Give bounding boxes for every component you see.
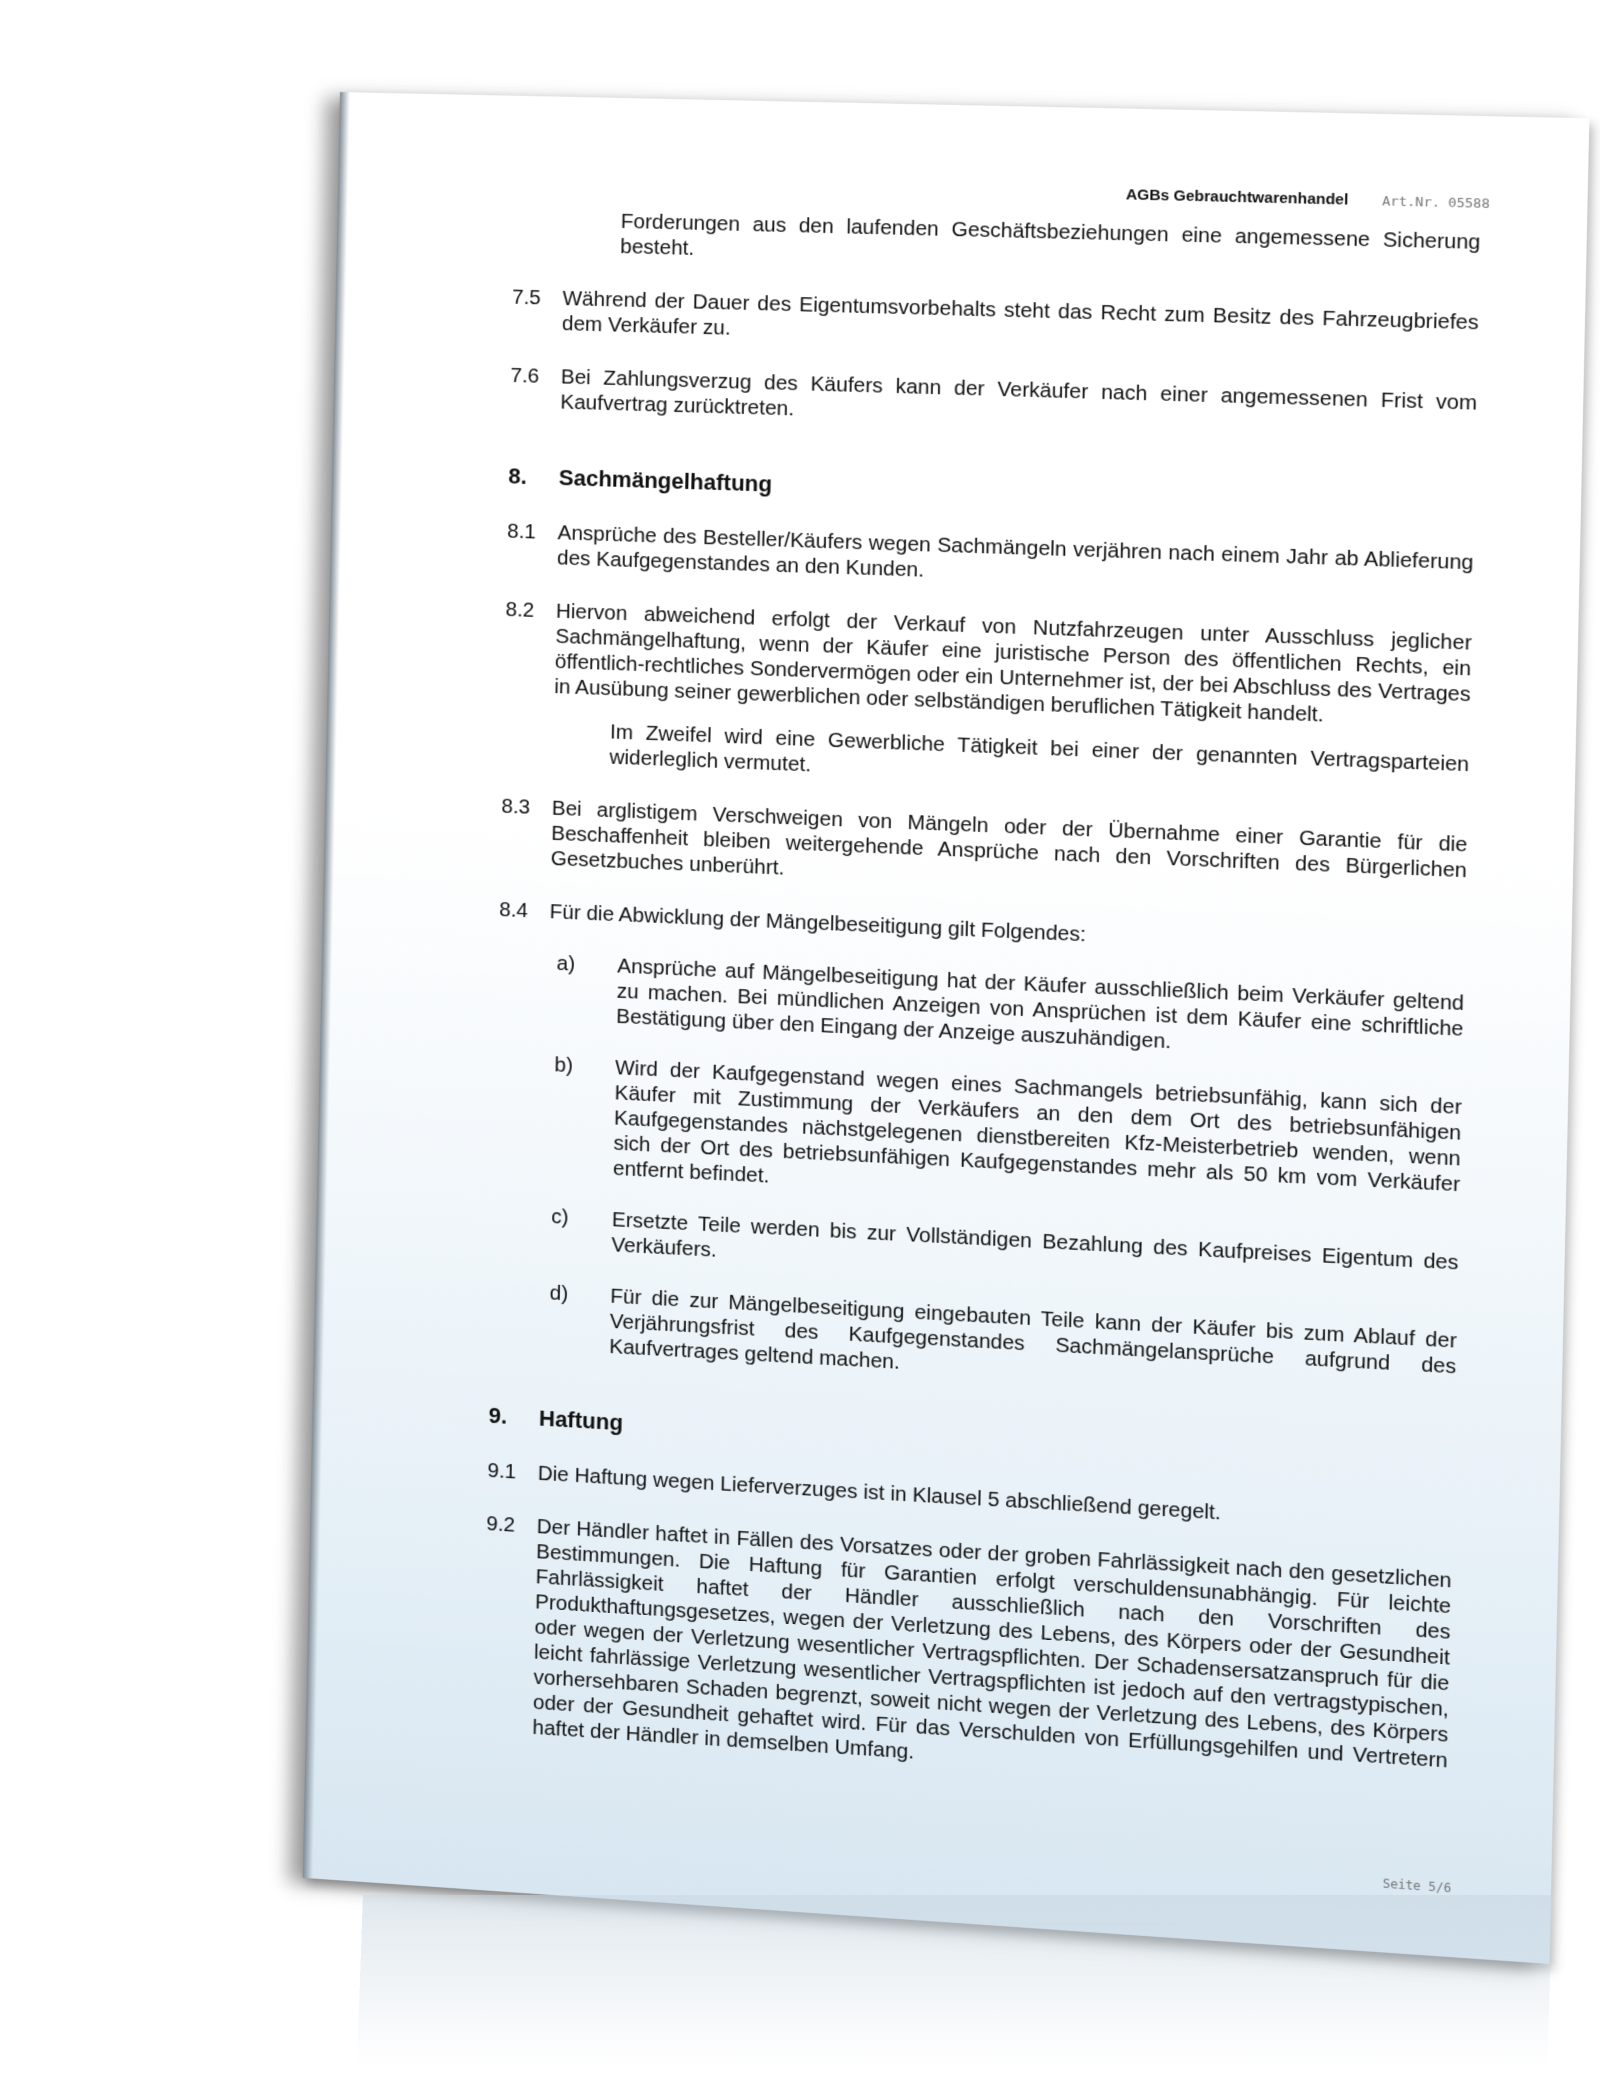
continuation-text: Forderungen aus den laufenden Geschäftsbeziehungen eine angemessene Sicherung besteht.	[620, 209, 1481, 260]
subclause-text: Wird der Kaufgegenstand wegen eines Sachmangels betriebsunfähig, kann sich der Käufer mit Zustimmung der Verkäufers an den dem Ort des betriebsunfähigen Kaufgegenstandes nächstgelegenen dienstbereiten Kfz-Meisterbetrieb wenden, wenn sich der Ort des betriebsunfähigen Kaufgegenstandes mehr als 50 km vom Verkäufer entfernt befindet.	[612, 1056, 1463, 1197]
clause-number: 7.6	[510, 363, 540, 388]
clause-7-6	[510, 363, 1478, 442]
page-header	[1126, 186, 1490, 212]
section-8-heading	[508, 463, 1475, 519]
subclause-label: a)	[556, 951, 576, 976]
page-edge-shadow	[303, 92, 350, 1879]
clause-8-2	[504, 597, 1472, 733]
subclause-d	[548, 1280, 1457, 1405]
clause-number: 7.5	[511, 285, 542, 310]
document-body	[481, 206, 1480, 1828]
clause-number: 9.1	[487, 1458, 517, 1484]
clause-number: 8.4	[499, 897, 529, 923]
clause-8-1	[506, 519, 1473, 602]
page-reflection	[357, 1895, 1553, 2065]
subclause-text: Für die zur Mängelbeseitigung eingebauten Teile kann der Käufer bis zum Ablauf der Verjährungsfrist des Kaufgegenstandes Sachmängelansprüche aufgrund des Kaufvertrages geltend machen.	[609, 1284, 1458, 1379]
clause-number: 8.2	[505, 597, 535, 622]
subclause-text: Ansprüche auf Mängelbeseitigung hat der Käufer ausschließlich beim Verkäufer geltend zu machen. Bei mündlichen Anzeigen von Ansprüchen ist dem Käufer eine schriftliche Bestätigung über den Eingang der Anzeige auszuhändigen.	[615, 954, 1465, 1054]
clause-text: Für die Abwicklung der Mängelbeseitigung gilt Folgendes:	[549, 900, 1087, 947]
clause-text: Der Händler haftet in Fällen des Vorsatzes oder der groben Fahrlässigkeit nach den gesetzlichen Bestimmungen. Die Haftung für Garantien erfolgt verschuldensunabhängig. Für leichte Fahrlässigkeit haftet der Händler ausschließlich nach den Vorschriften des Produkthaftungsgesetzes, wegen der Verletzung des Lebens, des Körpers oder der Gesundheit oder wegen der Verletzung wesentlicher Vertragspflichten. Der Schadensersatzanspruch für die leicht fahrlässige Verletzung wesentlicher Vertragspflichten ist jedoch auf den vertragstypischen, vorhersehbaren Schaden begrenzt, soweit nicht wegen der Verletzung des Lebens, des Körpers oder der Gesundheit gehaftet wird. Für das Verschulden von Erfüllungsgehilfen und Vertretern haftet der Händler in demselben Umfang.	[532, 1514, 1452, 1773]
page-number: Seite 5/6	[1382, 1876, 1452, 1896]
clause-text: Ansprüche des Besteller/Käufers wegen Sachmängeln verjähren nach einem Jahr ab Ablieferung des Kaufgegenstandes an den Kunden.	[556, 521, 1474, 582]
clause-text: Bei Zahlungsverzug des Käufers kann der Verkäufer nach einer angemessenen Frist vom Kaufvertrag zurücktreten.	[560, 365, 1478, 421]
clause-number: 8.1	[506, 519, 537, 544]
subclause-b	[552, 1052, 1462, 1223]
clause-number: 9.2	[486, 1511, 516, 1537]
clause-8-3	[500, 794, 1468, 910]
document-title: AGBs Gebrauchtwarenhandel	[1125, 186, 1349, 209]
clause-9-2	[482, 1511, 1452, 1799]
subclause-label: c)	[551, 1204, 569, 1229]
subclause-label: b)	[554, 1053, 574, 1078]
document-page	[303, 92, 1590, 1964]
article-number: Art.Nr. 05588	[1382, 194, 1490, 213]
subclause-text: Ersetzte Teile werden bis zur Vollständigen Bezahlung des Kaufpreises Eigentum des Verkäufers.	[611, 1208, 1459, 1275]
clause-text: Hiervon abweichend erfolgt der Verkauf von Nutzfahrzeugen unter Ausschluss jeglicher Sachmängelhaftung, wenn der Käufer eine juristische Person des öffentlichen Rechts, ein öffentlich-rechtliches Sondervermögen oder ein Unternehmer ist, der bei Abschluss des Vertrages in Ausübung seiner gewerblichen oder selbständigen beruflichen Tätigkeit handelt.	[554, 599, 1473, 727]
clause-text: Bei arglistigem Verschweigen von Mängeln oder der Übernahme einer Garantie für die Beschaffenheit bleiben weitergehende Ansprüche nach den Vorschriften des Bürgerlichen Gesetzbuches unberührt.	[550, 796, 1468, 883]
clause-text: Die Haftung wegen Lieferverzuges ist in Klausel 5 abschließend geregelt.	[537, 1461, 1222, 1525]
section-title: Sachmängelhaftung	[558, 464, 773, 497]
section-number: 9.	[488, 1402, 508, 1429]
section-number: 8.	[508, 463, 528, 489]
clause-number: 8.3	[501, 794, 531, 819]
clause-7-5	[511, 285, 1479, 362]
clause-text: Während der Dauer des Eigentumsvorbehalts steht das Recht zum Besitz des Fahrzeugbriefes dem Verkäufer zu.	[561, 286, 1479, 340]
section-title: Haftung	[538, 1405, 624, 1436]
clause-8-2-paragraph: Im Zweifel wird eine Gewerbliche Tätigkeit bei einer der genannten Vertragsparteien widerleglich vermutet.	[609, 720, 1470, 777]
subclause-label: d)	[549, 1281, 569, 1306]
subclause-a	[555, 951, 1464, 1068]
